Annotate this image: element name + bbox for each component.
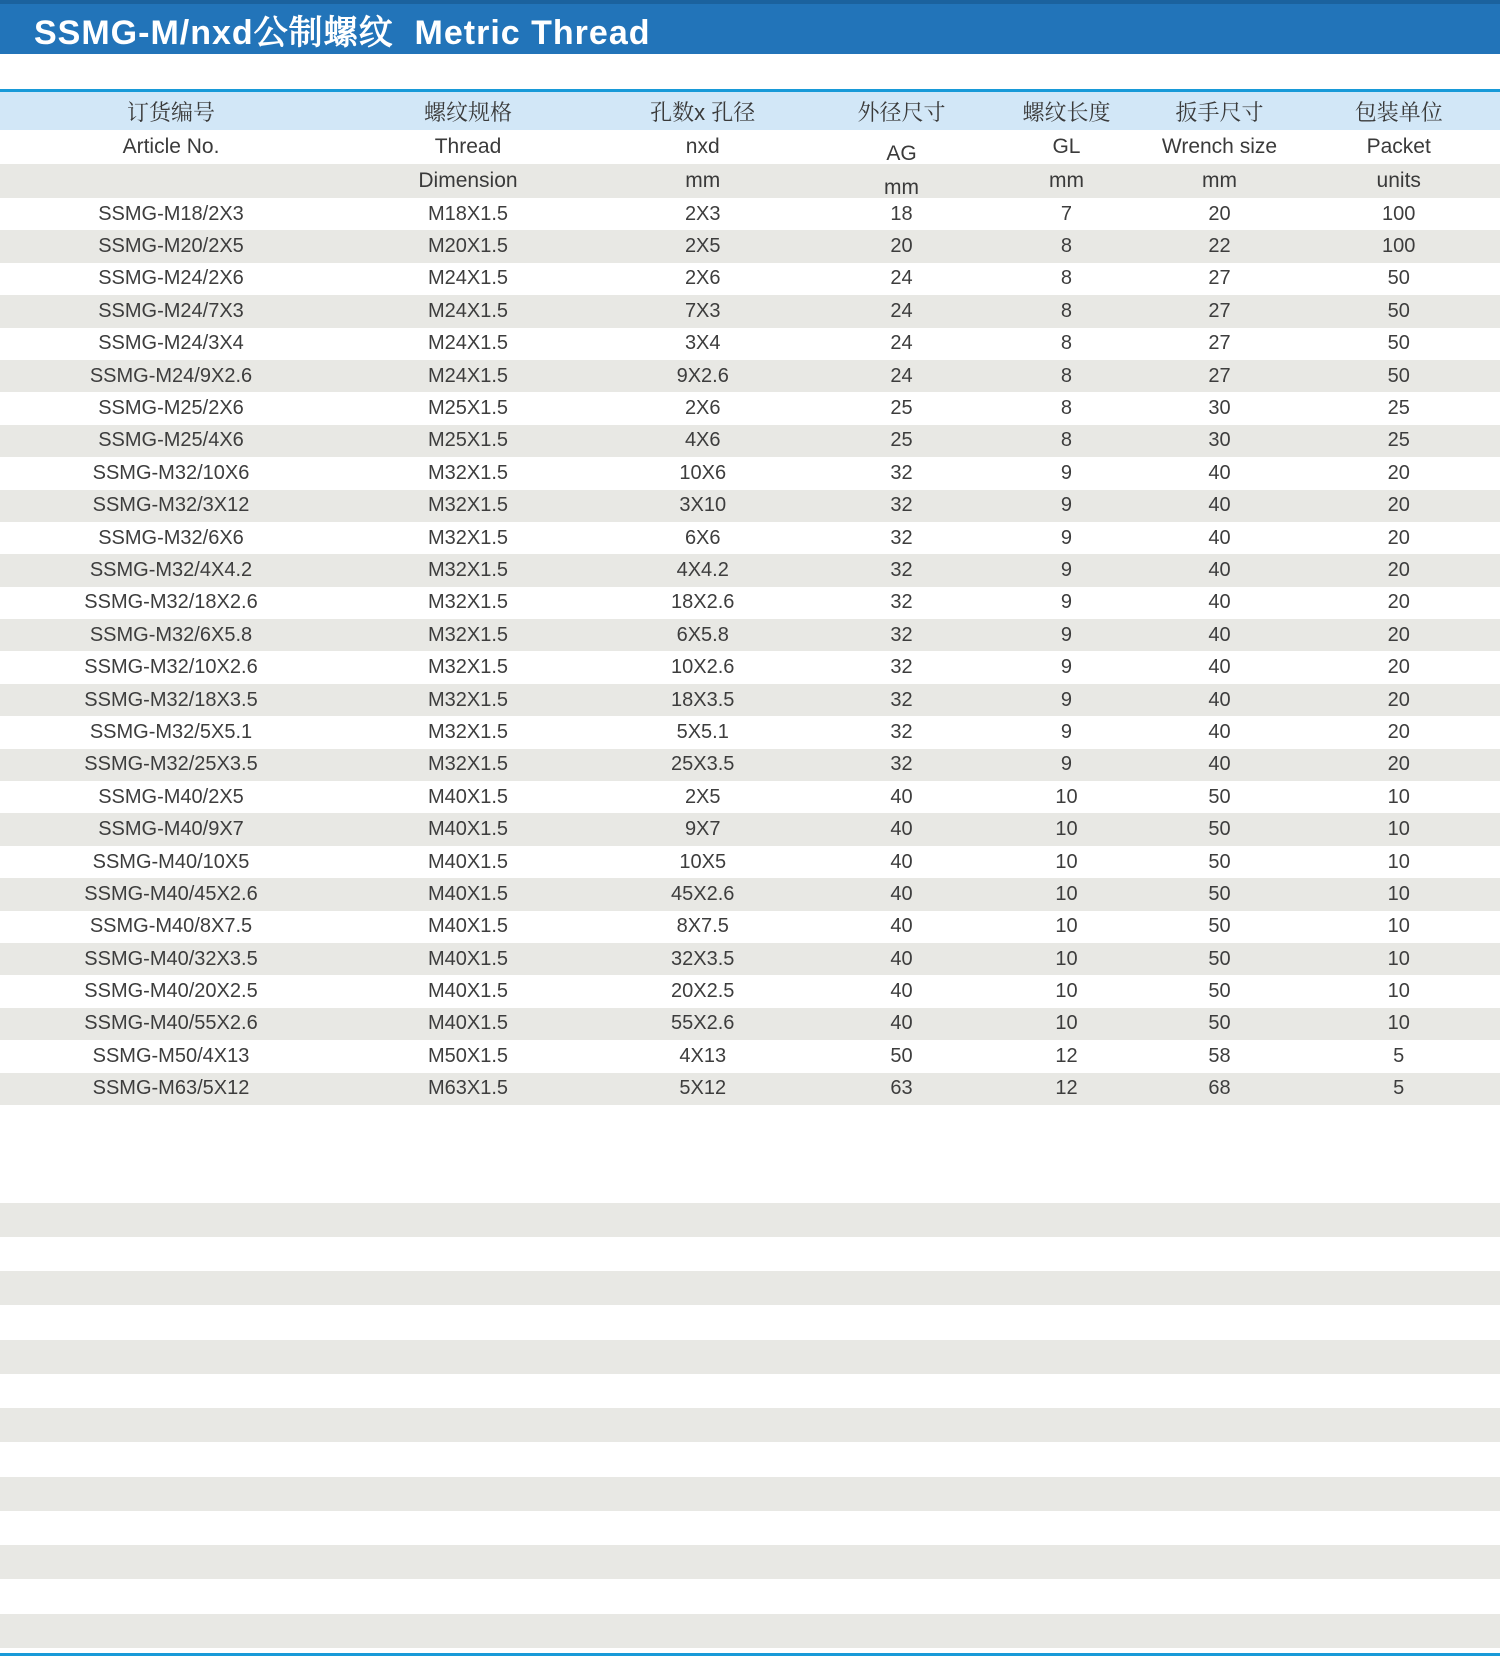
table-cell: 50 xyxy=(1208,980,1231,1003)
table-cell: 20 xyxy=(1387,623,1410,646)
table-cell: 50 xyxy=(1208,947,1231,970)
table-row xyxy=(0,490,1500,522)
table-cell: 9 xyxy=(1060,558,1073,581)
table-row xyxy=(0,716,1500,748)
table-cell: 27 xyxy=(1208,332,1231,355)
table-cell: M24X1.5 xyxy=(427,299,509,322)
table-cell: Article No. xyxy=(122,135,220,158)
table-cell: 32X3.5 xyxy=(671,947,735,970)
table-cell: 40 xyxy=(890,850,913,873)
table-cell: mm xyxy=(1201,169,1237,192)
table-cell: 18X2.6 xyxy=(671,591,735,614)
table-cell: 20 xyxy=(1387,720,1410,743)
table-cell: nxd xyxy=(685,135,720,158)
table-cell: 5 xyxy=(1393,1077,1405,1100)
table-cell: M40X1.5 xyxy=(427,947,509,970)
table-cell: units xyxy=(1376,169,1421,192)
table-cell: 18X3.5 xyxy=(671,688,735,711)
table-cell: Packet xyxy=(1366,135,1431,158)
table-cell: 18 xyxy=(890,202,913,225)
page-title: SSMG-M/nxd公制螺纹 Metric Thread xyxy=(34,13,651,52)
table-cell: 32 xyxy=(890,494,913,517)
table-cell: 10 xyxy=(1055,980,1078,1003)
table-row xyxy=(0,943,1500,975)
table-cell: 8 xyxy=(1060,397,1073,420)
table-cell: SSMG-M18/2X3 xyxy=(98,202,244,225)
table-cell: 40 xyxy=(1208,623,1231,646)
table-cell: 100 xyxy=(1382,202,1416,225)
table-cell: SSMG-M32/18X3.5 xyxy=(84,688,258,711)
table-cell: 2X3 xyxy=(684,202,721,225)
table-cell: 10X6 xyxy=(679,461,727,484)
table-row xyxy=(0,619,1500,651)
table-cell: 25 xyxy=(890,429,913,452)
table-row xyxy=(0,328,1500,360)
table-cell: 20 xyxy=(1208,202,1231,225)
table-row xyxy=(0,684,1500,716)
table-cell: 30 xyxy=(1208,397,1231,420)
table-cell: 63 xyxy=(890,1077,913,1100)
table-cell: 24 xyxy=(890,332,913,355)
table-cell: M40X1.5 xyxy=(427,818,509,841)
header-row-chinese xyxy=(0,92,1500,130)
table-cell: 10 xyxy=(1055,1012,1078,1035)
table-cell: 24 xyxy=(890,364,913,387)
table-cell: 5X5.1 xyxy=(676,720,729,743)
table-cell: M40X1.5 xyxy=(427,1012,509,1035)
table-row xyxy=(0,651,1500,683)
table-cell: 9X7 xyxy=(684,818,721,841)
table-cell: 6X6 xyxy=(684,526,721,549)
table-cell: SSMG-M32/6X5.8 xyxy=(89,623,253,646)
table-cell: 10 xyxy=(1055,818,1078,841)
table-cell: 40 xyxy=(1208,558,1231,581)
table-cell: SSMG-M32/10X2.6 xyxy=(84,656,258,679)
table-row xyxy=(0,813,1500,845)
table-cell: 50 xyxy=(1208,785,1231,808)
table-cell: 50 xyxy=(1387,364,1410,387)
table-cell: 40 xyxy=(1208,591,1231,614)
table-row xyxy=(0,749,1500,781)
table-cell: Thread xyxy=(434,135,502,158)
table-cell: 9 xyxy=(1060,753,1073,776)
table-cell: 9X2.6 xyxy=(676,364,729,387)
table-cell: M32X1.5 xyxy=(427,526,509,549)
empty-stripes-area xyxy=(0,1203,1500,1648)
table-cell: 40 xyxy=(890,915,913,938)
table-cell: 螺纹长度 xyxy=(1022,99,1111,125)
table-cell: 10 xyxy=(1055,947,1078,970)
table-cell: SSMG-M40/45X2.6 xyxy=(84,882,258,905)
table-cell: 40 xyxy=(1208,656,1231,679)
table-cell: M63X1.5 xyxy=(427,1077,509,1100)
table-cell: SSMG-M24/3X4 xyxy=(98,332,244,355)
table-cell: 10 xyxy=(1387,947,1410,970)
empty-stripe xyxy=(0,1477,1500,1511)
title-bar xyxy=(0,0,1500,54)
table-cell: 50 xyxy=(1208,915,1231,938)
table-cell: 5X12 xyxy=(679,1077,727,1100)
table-cell: 32 xyxy=(890,656,913,679)
bottom-pad xyxy=(0,1656,1500,1664)
table-cell: SSMG-M40/20X2.5 xyxy=(84,980,258,1003)
table-cell: 40 xyxy=(890,1012,913,1035)
table-cell: SSMG-M50/4X13 xyxy=(92,1044,250,1067)
table-cell: GL xyxy=(1052,135,1081,158)
table-cell: SSMG-M25/2X6 xyxy=(98,397,244,420)
table-cell: 10 xyxy=(1387,980,1410,1003)
table-cell: 20X2.5 xyxy=(671,980,735,1003)
table-row xyxy=(0,198,1500,230)
table-cell: 50 xyxy=(890,1044,913,1067)
table-cell: 4X4.2 xyxy=(676,558,729,581)
table-cell: 20 xyxy=(1387,461,1410,484)
table-cell: 10 xyxy=(1387,850,1410,873)
table-cell: 8 xyxy=(1060,267,1073,290)
table-row xyxy=(0,457,1500,489)
table-cell: mm xyxy=(883,176,919,199)
table-cell: 订货编号 xyxy=(126,99,215,125)
table-cell: 8 xyxy=(1060,429,1073,452)
table-cell: 55X2.6 xyxy=(671,1012,735,1035)
table-cell: 10 xyxy=(1055,850,1078,873)
table-cell: 50 xyxy=(1208,882,1231,905)
table-cell: 45X2.6 xyxy=(671,882,735,905)
table-cell: 32 xyxy=(890,461,913,484)
table-cell: M32X1.5 xyxy=(427,720,509,743)
table-cell: 50 xyxy=(1208,1012,1231,1035)
table-cell: SSMG-M32/4X4.2 xyxy=(89,558,253,581)
table-cell: SSMG-M32/3X12 xyxy=(92,494,250,517)
table-cell: 5 xyxy=(1393,1044,1405,1067)
table-row xyxy=(0,1008,1500,1040)
table-cell: 32 xyxy=(890,591,913,614)
table-cell: 25 xyxy=(1387,397,1410,420)
table-row xyxy=(0,425,1500,457)
table-cell: 20 xyxy=(1387,494,1410,517)
top-gap xyxy=(0,54,1500,89)
table-cell: SSMG-M24/2X6 xyxy=(98,267,244,290)
table-cell: 10 xyxy=(1387,882,1410,905)
table-cell: SSMG-M32/6X6 xyxy=(98,526,244,549)
table-cell: 外径尺寸 xyxy=(857,99,946,125)
table-cell: 孔数x 孔径 xyxy=(650,99,756,125)
table-cell: 40 xyxy=(1208,494,1231,517)
table-row xyxy=(0,975,1500,1007)
table-cell: M32X1.5 xyxy=(427,461,509,484)
table-cell: SSMG-M32/5X5.1 xyxy=(89,720,253,743)
table-cell: 25X3.5 xyxy=(671,753,735,776)
table-cell: SSMG-M24/7X3 xyxy=(98,299,244,322)
table-cell: 10X5 xyxy=(679,850,727,873)
table-cell: 10 xyxy=(1055,915,1078,938)
table-row xyxy=(0,1040,1500,1072)
table-cell: 50 xyxy=(1387,267,1410,290)
table-cell: M40X1.5 xyxy=(427,850,509,873)
table-cell: 20 xyxy=(890,235,913,258)
table-cell: 12 xyxy=(1055,1044,1078,1067)
empty-stripe xyxy=(0,1203,1500,1237)
table-cell: SSMG-M40/10X5 xyxy=(92,850,250,873)
table-cell: 7X3 xyxy=(684,299,721,322)
table-cell: 10 xyxy=(1387,785,1410,808)
table-row xyxy=(0,781,1500,813)
table-cell: SSMG-M40/8X7.5 xyxy=(89,915,253,938)
table-cell: M40X1.5 xyxy=(427,980,509,1003)
header-row-units xyxy=(0,164,1500,198)
table-cell: 58 xyxy=(1208,1044,1231,1067)
table-row xyxy=(0,522,1500,554)
table-cell: 27 xyxy=(1208,299,1231,322)
table-cell: 27 xyxy=(1208,364,1231,387)
table-cell: 40 xyxy=(1208,688,1231,711)
table-cell: M50X1.5 xyxy=(427,1044,509,1067)
table-cell: SSMG-M20/2X5 xyxy=(98,235,244,258)
table-cell: mm xyxy=(685,169,721,192)
table-cell: 30 xyxy=(1208,429,1231,452)
table-cell: 2X6 xyxy=(684,397,721,420)
table-cell: 9 xyxy=(1060,656,1073,679)
table-cell: 2X6 xyxy=(684,267,721,290)
table-cell: 10 xyxy=(1387,915,1410,938)
empty-stripe xyxy=(0,1408,1500,1442)
table-cell: 50 xyxy=(1208,850,1231,873)
table-cell: 10 xyxy=(1387,1012,1410,1035)
table-row xyxy=(0,846,1500,878)
table-cell: 8 xyxy=(1060,235,1073,258)
table-cell: M32X1.5 xyxy=(427,494,509,517)
table-cell: 40 xyxy=(890,785,913,808)
table-cell: 10 xyxy=(1387,818,1410,841)
table-cell: 9 xyxy=(1060,591,1073,614)
table-cell: 32 xyxy=(890,753,913,776)
table-cell: 20 xyxy=(1387,688,1410,711)
table-cell: mm xyxy=(1048,169,1084,192)
table-cell: 9 xyxy=(1060,526,1073,549)
table-cell: Wrench size xyxy=(1161,135,1278,158)
table-cell: SSMG-M40/32X3.5 xyxy=(84,947,258,970)
table-cell: M32X1.5 xyxy=(427,688,509,711)
table-cell: SSMG-M32/18X2.6 xyxy=(84,591,258,614)
table-cell: SSMG-M40/9X7 xyxy=(98,818,244,841)
table-cell: 32 xyxy=(890,688,913,711)
table-cell: M40X1.5 xyxy=(427,785,509,808)
bottom-area xyxy=(0,1653,1500,1664)
empty-stripe xyxy=(0,1545,1500,1579)
table-cell: 3X4 xyxy=(684,332,721,355)
table-cell: M32X1.5 xyxy=(427,623,509,646)
table-cell: 20 xyxy=(1387,753,1410,776)
table-cell: M25X1.5 xyxy=(427,397,509,420)
table-cell: 27 xyxy=(1208,267,1231,290)
table-cell: 20 xyxy=(1387,656,1410,679)
table-cell: 24 xyxy=(890,299,913,322)
table-cell: 22 xyxy=(1208,235,1231,258)
table-cell: 25 xyxy=(1387,429,1410,452)
table-cell: 6X5.8 xyxy=(676,623,729,646)
table-row xyxy=(0,230,1500,262)
spec-table xyxy=(0,92,1500,1105)
table-cell: 40 xyxy=(1208,753,1231,776)
table-cell: SSMG-M40/2X5 xyxy=(98,785,244,808)
table-cell: 螺纹规格 xyxy=(423,99,512,125)
table-cell: 40 xyxy=(1208,720,1231,743)
table-cell: M32X1.5 xyxy=(427,656,509,679)
table-cell: 9 xyxy=(1060,720,1073,743)
table-cell xyxy=(0,164,342,198)
table-row xyxy=(0,911,1500,943)
table-cell: 50 xyxy=(1387,332,1410,355)
table-cell: SSMG-M24/9X2.6 xyxy=(89,364,253,387)
table-cell: M32X1.5 xyxy=(427,753,509,776)
empty-stripe xyxy=(0,1614,1500,1648)
table-cell: SSMG-M32/10X6 xyxy=(92,461,250,484)
table-row xyxy=(0,554,1500,586)
table-cell: M32X1.5 xyxy=(427,558,509,581)
table-cell: M32X1.5 xyxy=(427,591,509,614)
empty-stripe xyxy=(0,1271,1500,1305)
table-row xyxy=(0,360,1500,392)
table-cell: 7 xyxy=(1060,202,1073,225)
table-cell: 40 xyxy=(1208,461,1231,484)
table-cell: M18X1.5 xyxy=(427,202,509,225)
table-cell: M40X1.5 xyxy=(427,882,509,905)
table-cell: 10 xyxy=(1055,882,1078,905)
table-cell: 40 xyxy=(890,980,913,1003)
table-cell: 9 xyxy=(1060,494,1073,517)
table-cell: 32 xyxy=(890,526,913,549)
table-cell: 8 xyxy=(1060,332,1073,355)
table-cell: 68 xyxy=(1208,1077,1231,1100)
table-cell: 4X13 xyxy=(679,1044,727,1067)
table-cell: M24X1.5 xyxy=(427,267,509,290)
empty-stripe xyxy=(0,1340,1500,1374)
table-cell: 2X5 xyxy=(684,785,721,808)
table-cell: 8 xyxy=(1060,364,1073,387)
table-cell: SSMG-M63/5X12 xyxy=(92,1077,250,1100)
table-cell: SSMG-M32/25X3.5 xyxy=(84,753,258,776)
table-cell: AG xyxy=(886,142,917,165)
table-cell: M40X1.5 xyxy=(427,915,509,938)
table-cell: 50 xyxy=(1387,299,1410,322)
table-cell: 40 xyxy=(890,882,913,905)
table-cell: Dimension xyxy=(418,169,518,192)
table-cell: 9 xyxy=(1060,688,1073,711)
table-cell: 扳手尺寸 xyxy=(1175,99,1264,125)
table-cell: 10X2.6 xyxy=(671,656,735,679)
table-cell: 20 xyxy=(1387,526,1410,549)
table-cell: 50 xyxy=(1208,818,1231,841)
table-cell: 32 xyxy=(890,623,913,646)
table-cell: M24X1.5 xyxy=(427,332,509,355)
table-cell: 8X7.5 xyxy=(676,915,729,938)
table-cell: 9 xyxy=(1060,623,1073,646)
table-row xyxy=(0,295,1500,327)
table-cell: 2X5 xyxy=(684,235,721,258)
table-cell: 3X10 xyxy=(679,494,727,517)
table-row xyxy=(0,263,1500,295)
table-cell: 24 xyxy=(890,267,913,290)
table-cell: 20 xyxy=(1387,558,1410,581)
table-row xyxy=(0,878,1500,910)
table-cell: M25X1.5 xyxy=(427,429,509,452)
table-cell: 32 xyxy=(890,720,913,743)
table-cell: M24X1.5 xyxy=(427,364,509,387)
table-cell: 32 xyxy=(890,558,913,581)
table-cell: M20X1.5 xyxy=(427,235,509,258)
table-cell: 100 xyxy=(1382,235,1416,258)
table-row xyxy=(0,392,1500,424)
table-cell: 12 xyxy=(1055,1077,1078,1100)
header-row-english xyxy=(0,130,1500,164)
table-cell: 10 xyxy=(1055,785,1078,808)
table-cell: 9 xyxy=(1060,461,1073,484)
table-cell: SSMG-M25/4X6 xyxy=(98,429,244,452)
table-cell: SSMG-M40/55X2.6 xyxy=(84,1012,258,1035)
table-cell: 4X6 xyxy=(684,429,721,452)
table-row xyxy=(0,587,1500,619)
table-cell: 20 xyxy=(1387,591,1410,614)
table-cell: 40 xyxy=(890,947,913,970)
table-cell: 包装单位 xyxy=(1354,99,1443,125)
table-cell: 25 xyxy=(890,397,913,420)
table-cell: 8 xyxy=(1060,299,1073,322)
table-row xyxy=(0,1073,1500,1105)
table-cell: 40 xyxy=(1208,526,1231,549)
table-cell: 40 xyxy=(890,818,913,841)
